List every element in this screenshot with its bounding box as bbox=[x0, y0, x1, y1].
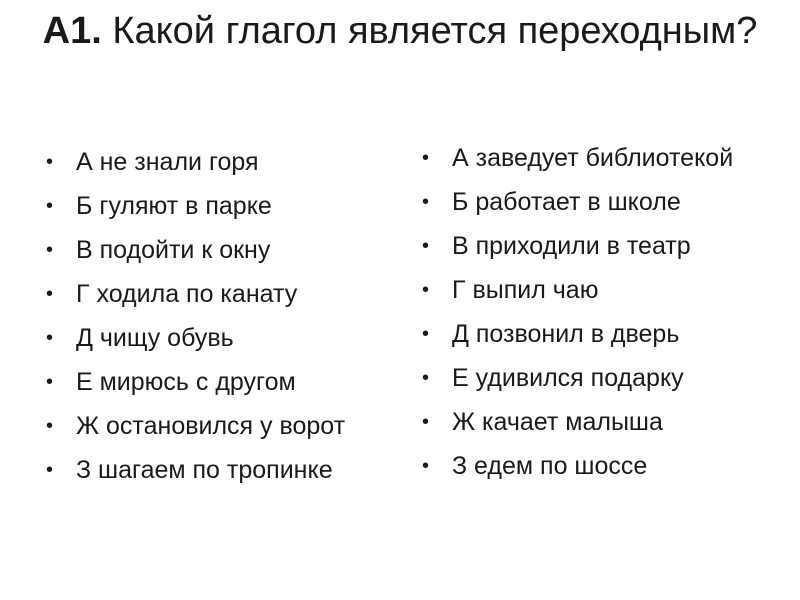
bullet-icon: • bbox=[46, 283, 54, 305]
list-item bbox=[418, 448, 768, 484]
list-item bbox=[418, 404, 768, 440]
list-item bbox=[418, 184, 768, 220]
bullet-icon: • bbox=[422, 367, 430, 389]
list-item bbox=[42, 320, 382, 356]
option-text: Б работает в школе bbox=[452, 188, 681, 216]
bullet-icon: • bbox=[46, 371, 54, 393]
list-item bbox=[42, 188, 382, 224]
bullet-icon: • bbox=[422, 455, 430, 477]
list-item bbox=[418, 316, 768, 352]
list-item bbox=[42, 144, 382, 180]
option-text: Е мирюсь с другом bbox=[76, 368, 296, 396]
option-text: Г ходила по канату bbox=[76, 280, 298, 308]
option-text: З шагаем по тропинке bbox=[76, 456, 333, 484]
bullet-icon: • bbox=[422, 411, 430, 433]
list-item bbox=[418, 272, 768, 308]
bullet-icon: • bbox=[422, 279, 430, 301]
bullet-icon: • bbox=[422, 235, 430, 257]
option-text: А не знали горя bbox=[76, 148, 259, 176]
option-text: З едем по шоссе bbox=[452, 452, 648, 480]
option-text: В приходили в театр bbox=[452, 232, 691, 260]
option-text: А заведует библиотекой bbox=[452, 144, 734, 172]
bullet-icon: • bbox=[422, 191, 430, 213]
option-text: Д чищу обувь bbox=[76, 324, 234, 352]
bullet-icon: • bbox=[46, 195, 54, 217]
option-text: Д позвонил в дверь bbox=[452, 320, 680, 348]
list-item bbox=[42, 276, 382, 312]
bullet-icon: • bbox=[46, 459, 54, 481]
bullet-icon: • bbox=[46, 327, 54, 349]
bullet-icon: • bbox=[422, 323, 430, 345]
left-option-list bbox=[42, 144, 382, 496]
option-text: Ж качает малыша bbox=[452, 408, 663, 436]
list-item bbox=[418, 228, 768, 264]
list-item bbox=[42, 408, 382, 444]
right-option-list bbox=[418, 140, 768, 492]
title-prefix: А1. bbox=[42, 10, 102, 52]
option-text: Е удивился подарку bbox=[452, 364, 684, 392]
list-item bbox=[418, 140, 768, 176]
bullet-icon: • bbox=[46, 151, 54, 173]
title-text: Какой глагол является переходным? bbox=[101, 10, 758, 52]
list-item bbox=[42, 232, 382, 268]
bullet-icon: • bbox=[46, 239, 54, 261]
option-text: Б гуляют в парке bbox=[76, 192, 272, 220]
option-text: Г выпил чаю bbox=[452, 276, 599, 304]
bullet-icon: • bbox=[46, 415, 54, 437]
list-item bbox=[42, 364, 382, 400]
option-text: В подойти к окну bbox=[76, 236, 271, 264]
bullet-icon: • bbox=[422, 147, 430, 169]
list-item bbox=[418, 360, 768, 396]
list-item bbox=[42, 452, 382, 488]
slide-title bbox=[40, 4, 760, 58]
option-text: Ж остановился у ворот bbox=[76, 412, 346, 440]
